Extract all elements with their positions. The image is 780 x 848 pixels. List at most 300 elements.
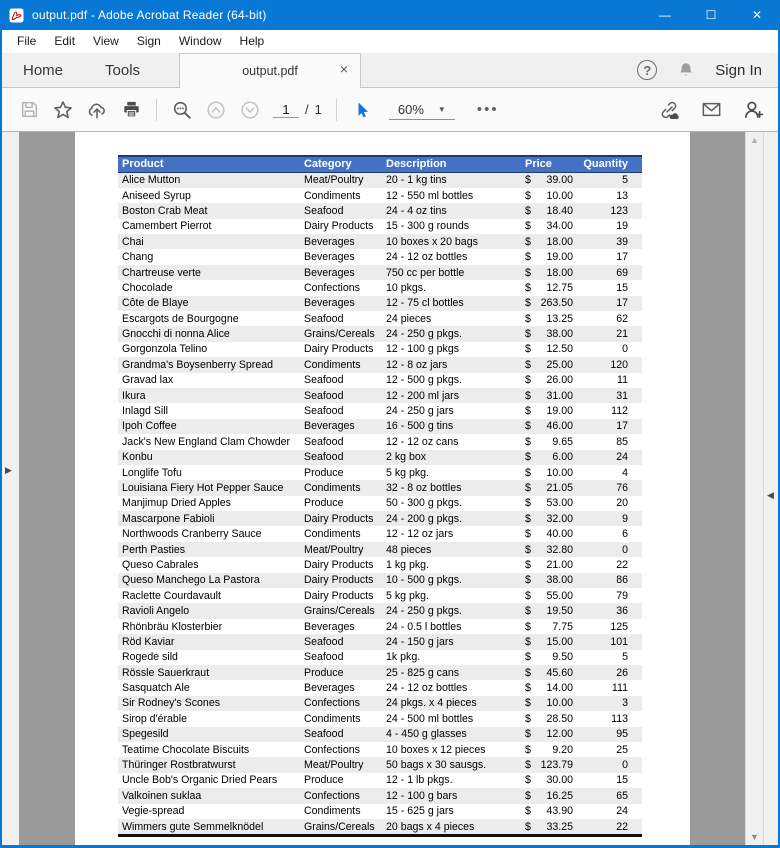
menu-window[interactable]: Window xyxy=(178,34,222,48)
cell-quantity: 62 xyxy=(616,312,628,325)
cell-quantity: 113 xyxy=(611,712,628,725)
cell-category: Seafood xyxy=(304,405,344,418)
price-amount: 9.20 xyxy=(552,743,573,756)
cell-desc: 12 - 12 oz jars xyxy=(386,528,454,541)
menu-edit[interactable]: Edit xyxy=(54,34,76,48)
price-amount: 10.00 xyxy=(546,466,573,479)
price-amount: 55.00 xyxy=(546,589,573,602)
cell-price xyxy=(518,727,578,742)
help-icon[interactable]: ? xyxy=(637,60,657,80)
notifications-bell-icon[interactable] xyxy=(677,61,695,79)
currency-symbol: $ xyxy=(525,497,531,510)
cell-quantity: 22 xyxy=(616,820,628,833)
currency-symbol: $ xyxy=(525,558,531,571)
table-row xyxy=(118,419,642,434)
cell-category: Beverages xyxy=(304,235,355,248)
zoom-level-value: 60% xyxy=(397,101,424,117)
cell-product: Sirop d'érable xyxy=(122,712,188,725)
cell-desc: 12 - 8 oz jars xyxy=(386,358,448,371)
cell-price xyxy=(518,634,578,649)
page-separator: / xyxy=(305,101,309,117)
cell-price xyxy=(518,296,578,311)
cell-category: Confections xyxy=(304,281,360,294)
close-button[interactable]: ✕ xyxy=(751,8,763,22)
cell-price xyxy=(518,680,578,695)
currency-symbol: $ xyxy=(525,204,531,217)
cell-quantity: 19 xyxy=(616,220,628,233)
cell-price xyxy=(518,696,578,711)
cell-category: Seafood xyxy=(304,728,344,741)
cell-quantity: 5 xyxy=(622,651,628,664)
currency-symbol: $ xyxy=(525,789,531,802)
cell-quantity: 13 xyxy=(616,189,628,202)
cell-price xyxy=(518,326,578,341)
print-icon[interactable] xyxy=(114,93,148,127)
price-amount: 16.25 xyxy=(546,789,573,802)
cell-desc: 12 - 100 g pkgs xyxy=(386,343,460,356)
previous-page-icon[interactable] xyxy=(199,93,233,127)
cell-desc: 24 - 250 g pkgs. xyxy=(386,328,462,341)
cell-desc: 12 - 500 g pkgs. xyxy=(386,374,462,387)
price-amount: 18.00 xyxy=(546,235,573,248)
cell-desc: 25 - 825 g cans xyxy=(386,666,460,679)
cell-category: Dairy Products xyxy=(304,558,374,571)
cell-price xyxy=(518,603,578,618)
cell-desc: 24 - 0.5 l bottles xyxy=(386,620,462,633)
cell-category: Produce xyxy=(304,497,344,510)
currency-symbol: $ xyxy=(525,235,531,248)
price-amount: 45.60 xyxy=(546,666,573,679)
cell-product: Gravad lax xyxy=(122,374,174,387)
table-row xyxy=(118,403,642,418)
cell-product: Aniseed Syrup xyxy=(122,189,191,202)
table-body xyxy=(118,172,642,836)
email-icon[interactable] xyxy=(694,93,728,127)
table-row xyxy=(118,588,642,603)
cell-category: Confections xyxy=(304,697,360,710)
currency-symbol: $ xyxy=(525,251,531,264)
cell-category: Condiments xyxy=(304,358,361,371)
cell-quantity: 76 xyxy=(616,482,628,494)
price-amount: 32.00 xyxy=(546,512,573,525)
tab-tools[interactable]: Tools xyxy=(105,61,141,79)
price-amount: 34.00 xyxy=(546,220,573,233)
cell-category: Seafood xyxy=(304,635,344,648)
more-tools-icon[interactable]: ••• xyxy=(476,101,499,118)
tabbar-right xyxy=(637,53,778,87)
price-amount: 13.25 xyxy=(546,312,573,325)
table-row xyxy=(118,203,642,218)
cell-category: Condiments xyxy=(304,712,361,725)
cell-price xyxy=(518,342,578,357)
cell-product: Rössle Sauerkraut xyxy=(122,666,210,679)
sign-in-button[interactable]: Sign In xyxy=(715,61,762,79)
currency-symbol: $ xyxy=(525,174,531,187)
cell-product: Sir Rodney's Scones xyxy=(122,697,221,710)
cell-desc: 10 boxes x 12 pieces xyxy=(386,743,486,756)
cell-desc: 2 kg box xyxy=(386,451,427,464)
cell-desc: 24 - 250 g pkgs. xyxy=(386,605,462,618)
currency-symbol: $ xyxy=(525,620,531,633)
cell-product: Sasquatch Ale xyxy=(122,682,190,695)
cell-price xyxy=(518,742,578,757)
cell-desc: 10 pkgs. xyxy=(386,281,427,294)
currency-symbol: $ xyxy=(525,374,531,387)
next-page-icon[interactable] xyxy=(233,93,267,127)
cell-quantity: 15 xyxy=(616,774,628,787)
currency-symbol: $ xyxy=(525,220,531,233)
table-row xyxy=(118,557,642,572)
column-header-quantity: Quantity xyxy=(578,156,642,172)
cell-product: Louisiana Fiery Hot Pepper Sauce xyxy=(122,482,284,494)
cell-price xyxy=(518,265,578,280)
cell-product: Chocolade xyxy=(122,281,173,294)
chevron-down-icon: ▼ xyxy=(437,104,446,114)
price-amount: 30.00 xyxy=(546,774,573,787)
cell-product: Rhönbräu Klosterbier xyxy=(122,620,223,633)
table-row xyxy=(118,511,642,526)
cell-desc: 32 - 8 oz bottles xyxy=(386,482,462,494)
cell-product: Chai xyxy=(122,235,144,248)
cell-product: Manjimup Dried Apples xyxy=(122,497,231,510)
cell-category: Seafood xyxy=(304,312,344,325)
cell-category: Beverages xyxy=(304,620,355,633)
price-amount: 21.05 xyxy=(546,482,573,494)
toolbar-separator xyxy=(156,99,157,121)
cell-quantity: 69 xyxy=(616,266,628,279)
cell-category: Confections xyxy=(304,743,360,756)
table-row xyxy=(118,727,642,742)
close-tab-icon[interactable]: × xyxy=(339,61,349,77)
table-row xyxy=(118,757,642,772)
cell-quantity: 11 xyxy=(617,374,628,387)
cell-price xyxy=(518,480,578,495)
menu-view[interactable]: View xyxy=(93,34,119,48)
cell-desc: 48 pieces xyxy=(386,543,432,556)
table-row xyxy=(118,696,642,711)
cell-category: Meat/Poultry xyxy=(304,543,364,556)
cell-desc: 15 - 625 g jars xyxy=(386,805,454,818)
favorites-star-icon[interactable] xyxy=(46,93,80,127)
navigation-pane-strip[interactable] xyxy=(2,132,19,845)
cell-price xyxy=(518,711,578,726)
table-row xyxy=(118,573,642,588)
cell-quantity: 3 xyxy=(622,697,628,710)
cell-category: Beverages xyxy=(304,251,355,264)
cell-price xyxy=(518,219,578,234)
document-area xyxy=(2,132,778,845)
cell-desc: 12 - 100 g bars xyxy=(386,789,458,802)
cell-desc: 12 - 200 ml jars xyxy=(386,389,460,402)
currency-symbol: $ xyxy=(525,420,531,433)
table-row xyxy=(118,465,642,480)
price-amount: 12.50 xyxy=(546,343,573,356)
cell-quantity: 79 xyxy=(616,589,628,602)
price-amount: 18.00 xyxy=(546,266,573,279)
currency-symbol: $ xyxy=(525,281,531,294)
price-amount: 46.00 xyxy=(546,420,573,433)
currency-symbol: $ xyxy=(525,512,531,525)
selection-tool-icon[interactable] xyxy=(345,93,379,127)
cell-quantity: 101 xyxy=(610,635,628,648)
table-row xyxy=(118,296,642,311)
cell-product: Gorgonzola Telino xyxy=(122,343,208,356)
currency-symbol: $ xyxy=(525,635,531,648)
currency-symbol: $ xyxy=(525,666,531,679)
cell-category: Seafood xyxy=(304,204,344,217)
tab-document-label: output.pdf xyxy=(242,64,298,78)
tab-home[interactable]: Home xyxy=(23,61,64,79)
price-amount: 9.65 xyxy=(552,435,573,448)
cell-quantity: 4 xyxy=(622,466,628,479)
cell-quantity: 31 xyxy=(616,389,628,402)
search-icon[interactable] xyxy=(165,93,199,127)
cell-quantity: 39 xyxy=(616,235,628,248)
cell-desc: 16 - 500 g tins xyxy=(386,420,454,433)
cell-desc: 750 cc per bottle xyxy=(386,266,465,279)
table-row xyxy=(118,434,642,449)
cell-product: Konbu xyxy=(122,451,153,464)
cell-category: Beverages xyxy=(304,420,355,433)
cell-desc: 24 - 4 oz tins xyxy=(386,204,447,217)
cell-quantity: 25 xyxy=(616,743,628,756)
cell-category: Produce xyxy=(304,466,344,479)
cell-price xyxy=(518,526,578,541)
cell-price xyxy=(518,557,578,572)
cell-desc: 24 - 500 ml bottles xyxy=(386,712,474,725)
cell-quantity: 22 xyxy=(616,558,628,571)
zoom-level-dropdown[interactable] xyxy=(389,100,455,120)
cell-price xyxy=(518,388,578,403)
cell-quantity: 5 xyxy=(622,174,628,187)
price-amount: 43.90 xyxy=(546,805,573,818)
table-row xyxy=(118,249,642,264)
acrobat-app-icon xyxy=(8,7,24,23)
currency-symbol: $ xyxy=(525,266,531,279)
price-amount: 10.00 xyxy=(546,697,573,710)
table-row xyxy=(118,788,642,803)
currency-symbol: $ xyxy=(525,189,531,202)
cell-quantity: 17 xyxy=(616,297,628,310)
table-row xyxy=(118,357,642,372)
toolbar-right xyxy=(652,93,778,127)
currency-symbol: $ xyxy=(525,820,531,833)
table-row xyxy=(118,680,642,695)
column-header-description: Description xyxy=(382,156,518,172)
cell-quantity: 125 xyxy=(610,620,628,633)
cell-product: Teatime Chocolate Biscuits xyxy=(122,743,250,756)
cell-quantity: 123 xyxy=(610,204,628,217)
cell-desc: 24 - 200 g pkgs. xyxy=(386,512,462,525)
cell-category: Beverages xyxy=(304,297,355,310)
currency-symbol: $ xyxy=(525,405,531,418)
cell-price xyxy=(518,465,578,480)
currency-symbol: $ xyxy=(525,451,531,464)
cell-quantity: 17 xyxy=(616,251,628,264)
cell-quantity: 20 xyxy=(616,497,628,510)
cell-quantity: 26 xyxy=(616,666,628,679)
price-amount: 263.50 xyxy=(540,297,573,310)
cell-price xyxy=(518,773,578,788)
maximize-button[interactable]: ☐ xyxy=(705,8,717,22)
cell-desc: 12 - 75 cl bottles xyxy=(386,297,464,310)
table-row xyxy=(118,326,642,341)
currency-symbol: $ xyxy=(525,712,531,725)
cell-category: Seafood xyxy=(304,451,344,464)
price-amount: 12.00 xyxy=(546,728,573,741)
table-row xyxy=(118,603,642,618)
page-total: 1 xyxy=(314,101,322,117)
add-person-icon[interactable] xyxy=(736,93,770,127)
table-row xyxy=(118,342,642,357)
cell-desc: 24 - 12 oz bottles xyxy=(386,251,468,264)
cell-product: Queso Manchego La Pastora xyxy=(122,574,260,587)
column-header-product: Product xyxy=(118,156,300,172)
minimize-button[interactable]: — xyxy=(659,8,671,22)
window-title: output.pdf - Adobe Acrobat Reader (64-bit) xyxy=(32,8,267,22)
cell-category: Beverages xyxy=(304,682,355,695)
tools-pane-strip[interactable] xyxy=(763,132,778,845)
cell-price xyxy=(518,619,578,634)
currency-symbol: $ xyxy=(525,435,531,448)
expand-nav-pane-icon[interactable]: ▶ xyxy=(5,465,12,475)
save-icon[interactable] xyxy=(12,93,46,127)
currency-symbol: $ xyxy=(525,312,531,325)
pdf-page xyxy=(75,132,690,845)
currency-symbol: $ xyxy=(525,528,531,541)
cell-quantity: 95 xyxy=(616,728,628,741)
cell-desc: 24 - 250 g jars xyxy=(386,405,454,418)
cell-price xyxy=(518,496,578,511)
table-row xyxy=(118,619,642,634)
currency-symbol: $ xyxy=(525,358,531,371)
table-row xyxy=(118,526,642,541)
cell-price xyxy=(518,188,578,203)
table-row xyxy=(118,496,642,511)
cell-desc: 24 pkgs. x 4 pieces xyxy=(386,697,477,710)
page-number-field xyxy=(273,102,322,118)
cell-price xyxy=(518,249,578,264)
price-amount: 33.25 xyxy=(546,820,573,833)
vertical-scrollbar[interactable] xyxy=(745,132,763,845)
cell-quantity: 15 xyxy=(616,281,628,294)
table-row xyxy=(118,742,642,757)
table-row xyxy=(118,542,642,557)
cell-category: Produce xyxy=(304,666,344,679)
currency-symbol: $ xyxy=(525,605,531,618)
cell-desc: 10 - 500 g pkgs. xyxy=(386,574,462,587)
currency-symbol: $ xyxy=(525,651,531,664)
price-amount: 26.00 xyxy=(546,374,573,387)
table-row xyxy=(118,234,642,249)
cell-category: Dairy Products xyxy=(304,589,374,602)
cell-price xyxy=(518,173,578,188)
cell-product: Uncle Bob's Organic Dried Pears xyxy=(122,774,278,787)
cell-category: Seafood xyxy=(304,435,344,448)
price-amount: 32.80 xyxy=(546,543,573,556)
share-link-icon[interactable] xyxy=(652,93,686,127)
cell-quantity: 9 xyxy=(622,512,628,525)
cell-product: Escargots de Bourgogne xyxy=(122,312,239,325)
cell-desc: 12 - 12 oz cans xyxy=(386,435,459,448)
currency-symbol: $ xyxy=(525,574,531,587)
cell-desc: 15 - 300 g rounds xyxy=(386,220,470,233)
cell-desc: 10 boxes x 20 bags xyxy=(386,235,478,248)
cell-quantity: 24 xyxy=(616,805,628,818)
cell-quantity: 0 xyxy=(622,759,628,772)
cell-product: Longlife Tofu xyxy=(122,466,182,479)
cell-desc: 1 kg pkg. xyxy=(386,558,429,571)
toolbar xyxy=(2,88,778,132)
tab-bar xyxy=(2,53,778,88)
table-row xyxy=(118,311,642,326)
menu-file[interactable]: File xyxy=(17,34,37,48)
cell-desc: 20 bags x 4 pieces xyxy=(386,820,475,833)
cell-product: Jack's New England Clam Chowder xyxy=(122,435,291,448)
price-amount: 39.00 xyxy=(546,174,573,187)
cell-product: Röd Kaviar xyxy=(122,635,175,648)
tab-document[interactable] xyxy=(179,53,361,88)
cell-product: Rogede sild xyxy=(122,651,178,664)
scroll-down-icon[interactable]: ▼ xyxy=(750,832,759,842)
cell-price xyxy=(518,650,578,665)
page-number-input[interactable]: 1 xyxy=(273,102,299,118)
table-row xyxy=(118,665,642,680)
column-header-category: Category xyxy=(300,156,382,172)
price-amount: 21.00 xyxy=(546,558,573,571)
cell-quantity: 24 xyxy=(616,451,628,464)
table-row xyxy=(118,188,642,203)
cell-product: Chang xyxy=(122,251,154,264)
expand-tools-pane-icon[interactable]: ◀ xyxy=(767,490,774,500)
menu-sign[interactable]: Sign xyxy=(136,34,161,48)
price-amount: 10.00 xyxy=(546,189,573,202)
share-upload-icon[interactable] xyxy=(80,93,114,127)
cell-price xyxy=(518,203,578,218)
table-row xyxy=(118,373,642,388)
table-row xyxy=(118,819,642,836)
cell-price xyxy=(518,804,578,819)
cell-category: Grains/Cereals xyxy=(304,328,375,341)
cell-product: Ipoh Coffee xyxy=(122,420,177,433)
cell-category: Grains/Cereals xyxy=(304,605,375,618)
table-row xyxy=(118,172,642,188)
cell-price xyxy=(518,788,578,803)
cell-price xyxy=(518,573,578,588)
currency-symbol: $ xyxy=(525,743,531,756)
cell-quantity: 0 xyxy=(622,343,628,356)
cell-price xyxy=(518,588,578,603)
cell-desc: 20 - 1 kg tins xyxy=(386,174,447,187)
cell-quantity: 6 xyxy=(622,528,628,541)
currency-symbol: $ xyxy=(525,482,531,494)
price-amount: 53.00 xyxy=(546,497,573,510)
cell-price xyxy=(518,280,578,295)
price-amount: 31.00 xyxy=(546,389,573,402)
cell-product: Northwoods Cranberry Sauce xyxy=(122,528,262,541)
menu-help[interactable]: Help xyxy=(239,34,265,48)
cell-product: Thüringer Rostbratwurst xyxy=(122,759,236,772)
cell-price xyxy=(518,403,578,418)
currency-symbol: $ xyxy=(525,728,531,741)
price-amount: 40.00 xyxy=(546,528,573,541)
scroll-up-icon[interactable]: ▲ xyxy=(750,135,759,145)
cell-product: Côte de Blaye xyxy=(122,297,189,310)
title-bar xyxy=(0,0,780,30)
price-amount: 38.00 xyxy=(546,328,573,341)
cell-desc: 24 - 150 g jars xyxy=(386,635,454,648)
price-amount: 15.00 xyxy=(546,635,573,648)
